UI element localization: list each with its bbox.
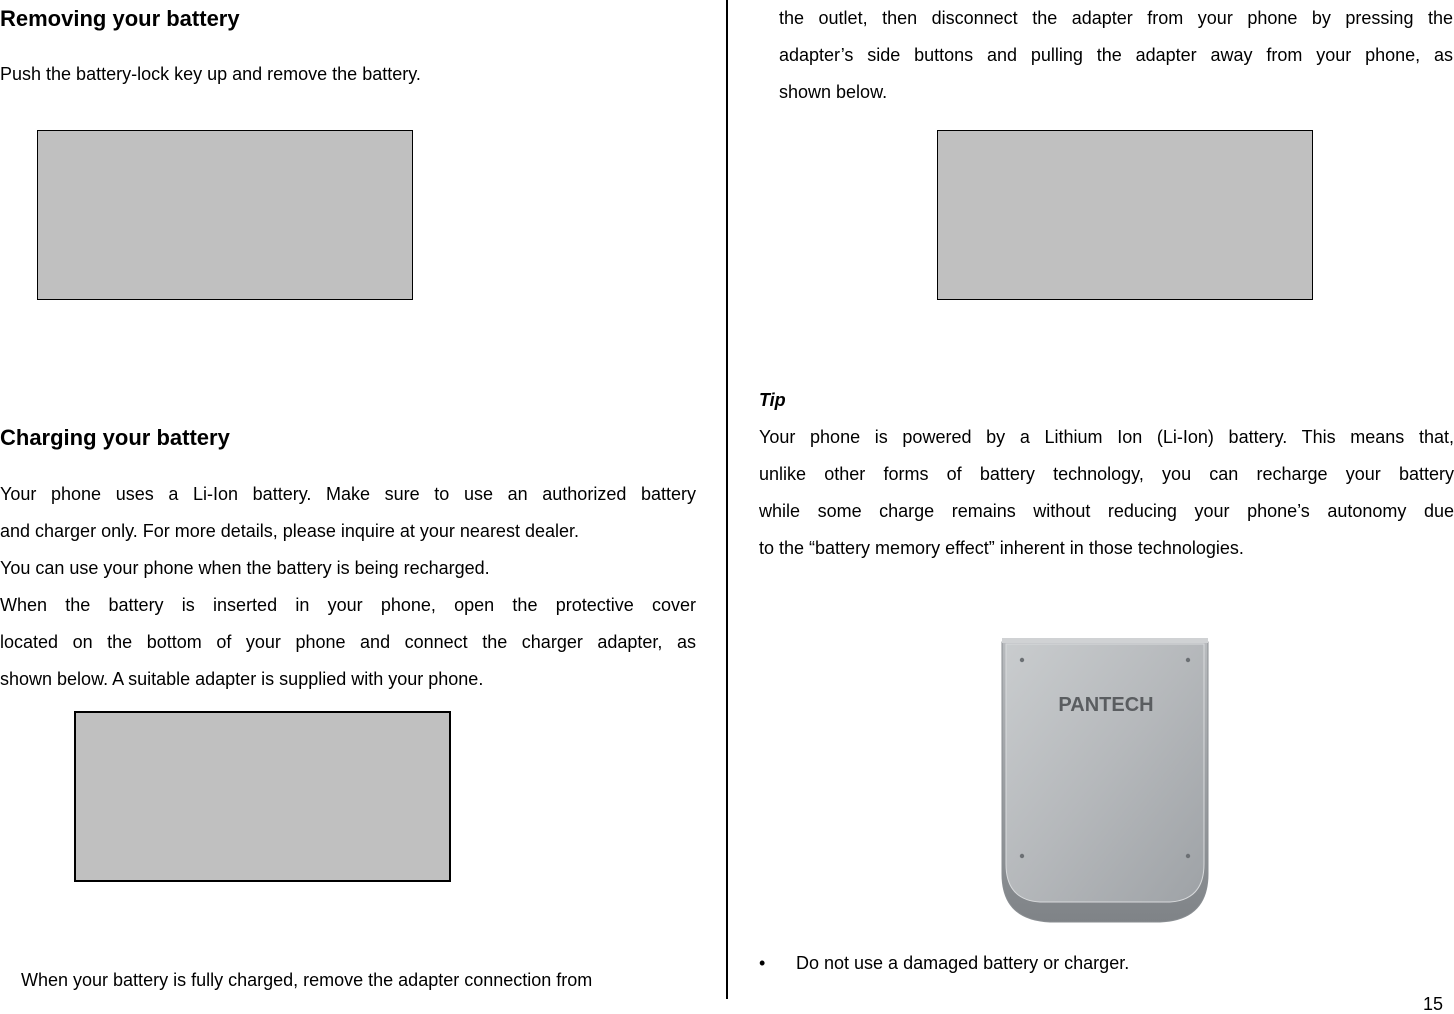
charging-line: located on the bottom of your phone and connect the charger adapter, as — [0, 632, 696, 652]
heading-removing-battery: Removing your battery — [0, 6, 240, 31]
charging-line: Your phone uses a Li-Ion battery. Make sure to use an authorized battery — [0, 484, 696, 504]
charging-line: You can use your phone when the battery is being recharged. — [0, 558, 490, 578]
removing-instruction: Push the battery-lock key up and remove the battery. — [0, 64, 421, 84]
figure-placeholder-remove-battery — [37, 130, 413, 300]
heading-charging-battery: Charging your battery — [0, 425, 230, 450]
battery-icon — [1000, 638, 1210, 924]
continuation-line: adapter’s side buttons and pulling the adapter away from your phone, as — [779, 45, 1453, 65]
column-divider — [726, 0, 728, 999]
figure-placeholder-charger — [74, 711, 451, 882]
battery-logo-text: PANTECH — [1058, 694, 1154, 716]
figure-placeholder-adapter-removal — [937, 130, 1313, 300]
adapter-removal-line: When your battery is fully charged, remove the adapter connection from — [21, 970, 593, 990]
tip-line: Your phone is powered by a Lithium Ion (Li-Ion) battery. This means that, — [759, 427, 1454, 447]
charging-paragraph — [0, 476, 696, 698]
charging-line: When the battery is inserted in your phone, open the protective cover — [0, 595, 696, 615]
continuation-line: shown below. — [779, 82, 888, 102]
tip-line: unlike other forms of battery technology, you can recharge your battery — [759, 464, 1454, 484]
continuation-paragraph — [779, 0, 1453, 111]
bullet-icon: • — [759, 953, 766, 973]
charging-line: shown below. A suitable adapter is supplied with your phone. — [0, 669, 484, 689]
tip-label: Tip — [759, 390, 786, 410]
charging-line: and charger only. For more details, please inquire at your nearest dealer. — [0, 521, 579, 541]
bullet-text: Do not use a damaged battery or charger. — [796, 953, 1130, 973]
continuation-line: the outlet, then disconnect the adapter from your phone by pressing the — [779, 8, 1453, 28]
tip-line: while some charge remains without reducing your phone’s autonomy due — [759, 501, 1454, 521]
tip-paragraph — [759, 419, 1454, 567]
tip-line: to the “battery memory effect” inherent in those technologies. — [759, 538, 1244, 558]
battery-image — [1000, 638, 1210, 924]
page-number: 15 — [1422, 994, 1443, 1014]
